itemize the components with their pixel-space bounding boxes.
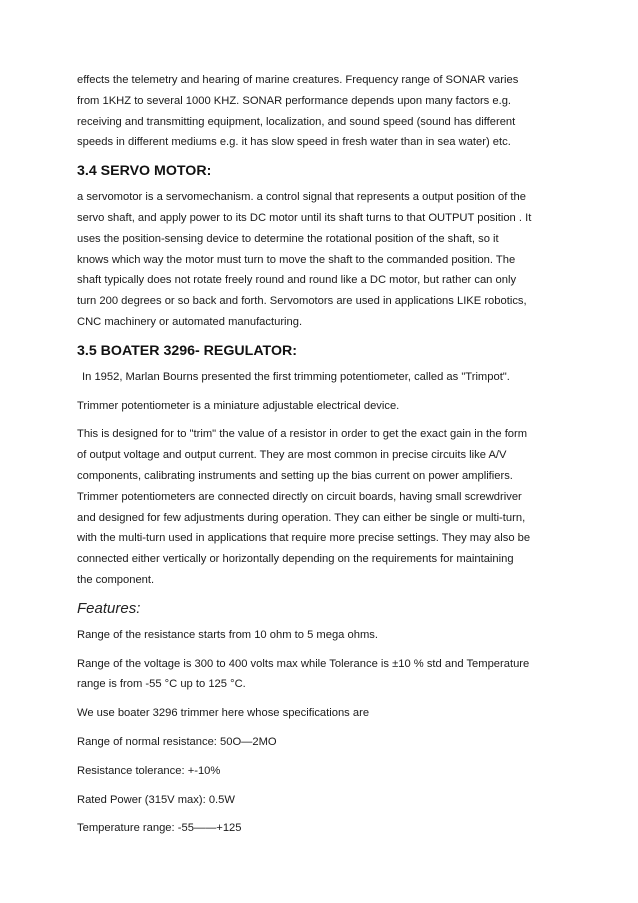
trimpot-history-line: In 1952, Marlan Bourns presented the first trimming potentiometer, called as "Trimpot". (82, 370, 510, 383)
text-line: uses the position-sensing device to determine the rotational position of the shaft, so it (77, 232, 499, 245)
text-line: of output voltage and output current. They are most common in precise circuits like A/V (77, 449, 507, 462)
text-line: Trimmer potentiometers are connected directly on circuit boards, having small screwdriver (77, 490, 522, 503)
spec-rated-power: Rated Power (315V max): 0.5W (77, 793, 235, 806)
trimmer-definition-line: Trimmer potentiometer is a miniature adjustable electrical device. (77, 399, 400, 412)
text-line: a servomotor is a servomechanism. a control signal that represents a output position of the (77, 191, 526, 204)
text-line: with the multi-turn used in applications that require more precise settings. They may also be (77, 532, 531, 545)
text-line: servo shaft, and apply power to its DC motor until its shaft turns to that OUTPUT position . It (77, 211, 532, 224)
servo-paragraph (77, 187, 569, 333)
text-line: connected either vertically or horizontally depending on the requirements for maintaining (77, 553, 514, 566)
text-line: CNC machinery or automated manufacturing. (77, 315, 303, 328)
text-line: knows which way the motor must turn to move the shaft to the commanded position. The (77, 253, 516, 266)
sonar-paragraph (77, 70, 569, 153)
boater-regulator-heading: 3.5 BOATER 3296- REGULATOR: (77, 342, 297, 359)
text-line: shaft typically does not rotate freely round and round like a DC motor, but rather can only (77, 274, 517, 287)
page-content (77, 70, 569, 847)
spec-normal-resistance: Range of normal resistance: 50O—2MO (77, 735, 277, 748)
text-line: components, calibrating instruments and setting up the bias current on power amplifiers. (77, 469, 513, 482)
spec-temperature-range: Temperature range: -55——+125 (77, 822, 242, 835)
text-line: turn 200 degrees or so back and forth. Servomotors are used in applications LIKE robotics, (77, 295, 527, 308)
text-line: the component. (77, 573, 155, 586)
text-line: and designed for few adjustments during operation. They can either be single or multi-turn, (77, 511, 526, 524)
resistance-range-line: Range of the resistance starts from 10 ohm to 5 mega ohms. (77, 628, 378, 641)
text-line: receiving and transmitting equipment, localization, and sound speed (sound has different (77, 115, 516, 128)
text-line: from 1KHZ to several 1000 KHZ. SONAR performance depends upon many factors e.g. (77, 94, 512, 107)
servo-motor-heading: 3.4 SERVO MOTOR: (77, 163, 212, 180)
features-heading: Features: (77, 599, 141, 617)
text-line: Range of the voltage is 300 to 400 volts max while Tolerance is ±10 % std and Temperature (77, 657, 530, 670)
voltage-range-paragraph (77, 654, 569, 696)
spec-resistance-tolerance: Resistance tolerance: +-10% (77, 764, 221, 777)
text-line: range is from -55 °C up to 125 °C. (77, 678, 246, 691)
trimmer-paragraph (77, 424, 569, 590)
specifications-intro-line: We use boater 3296 trimmer here whose specifications are (77, 707, 370, 720)
text-line: speeds in different mediums e.g. it has slow speed in fresh water than in sea water) etc. (77, 136, 511, 149)
text-line: This is designed for to "trim" the value of a resistor in order to get the exact gain in the form (77, 428, 528, 441)
text-line: effects the telemetry and hearing of marine creatures. Frequency range of SONAR varies (77, 74, 519, 86)
